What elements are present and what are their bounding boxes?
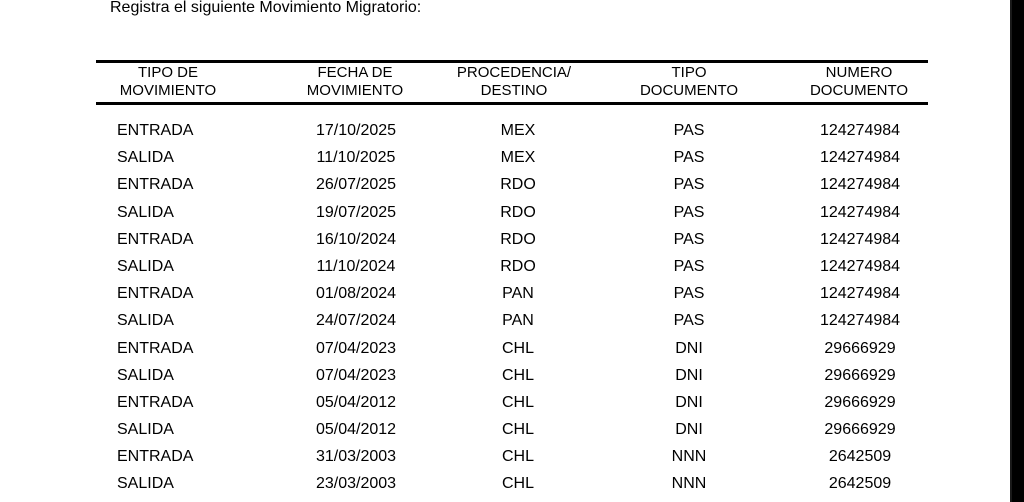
tipo-documento-cell: PAS (673, 285, 705, 303)
tipo-documento-cell: PAS (673, 312, 705, 330)
tipo-documento-cell: PAS (673, 203, 705, 221)
procedencia-destino-cell: PAN (502, 312, 534, 330)
tipo-movimiento-cell: ENTRADA (117, 285, 194, 303)
fecha-cell: 01/08/2024 (315, 285, 397, 303)
tipo-documento-cell: PAS (673, 176, 705, 194)
numero-documento-cell: 124274984 (819, 257, 901, 275)
numero-documento-cell: 124274984 (819, 176, 901, 194)
procedencia-destino-cell: MEX (500, 149, 536, 167)
numero-documento-cell: 2642509 (828, 475, 892, 493)
intro-text: Registra el siguiente Movimiento Migratorio: (110, 0, 422, 16)
procedencia-destino-cell: CHL (501, 448, 535, 466)
fecha-cell: 05/04/2012 (315, 421, 397, 439)
header-line: MOVIMIENTO (306, 82, 404, 99)
numero-documento-cell: 124274984 (819, 285, 901, 303)
table-row (0, 362, 1012, 389)
procedencia-destino-cell: RDO (500, 176, 536, 194)
tipo-documento-cell: DNI (675, 393, 703, 411)
fecha-cell: 16/10/2024 (315, 230, 397, 248)
tipo-movimiento-cell: SALIDA (117, 475, 174, 493)
header-line: TIPO DE (137, 64, 198, 81)
table-row (0, 280, 1012, 307)
tipo-movimiento-cell: SALIDA (117, 257, 174, 275)
tipo-movimiento-cell: ENTRADA (117, 176, 194, 194)
numero-documento-cell: 124274984 (819, 230, 901, 248)
numero-documento-cell: 29666929 (824, 366, 896, 384)
procedencia-destino-cell: CHL (501, 421, 535, 439)
fecha-cell: 07/04/2023 (315, 366, 397, 384)
tipo-movimiento-cell: SALIDA (117, 203, 174, 221)
procedencia-destino-cell: RDO (500, 203, 536, 221)
procedencia-destino-cell: CHL (501, 475, 535, 493)
header-line: PROCEDENCIA/ (456, 64, 572, 81)
numero-documento-cell: 2642509 (828, 448, 892, 466)
procedencia-destino-cell: CHL (501, 366, 535, 384)
numero-documento-cell: 124274984 (819, 203, 901, 221)
header-tipo-movimiento (120, 64, 216, 100)
tipo-documento-cell: NNN (671, 475, 707, 493)
procedencia-destino-cell: MEX (500, 122, 536, 139)
procedencia-destino-cell: CHL (501, 393, 535, 411)
table-row (0, 253, 1012, 280)
header-fecha-movimiento (307, 64, 403, 100)
table-row (0, 470, 1012, 497)
header-line: NUMERO (825, 64, 893, 81)
numero-documento-cell: 124274984 (819, 312, 901, 330)
fecha-cell: 23/03/2003 (315, 475, 397, 493)
table-row (0, 226, 1012, 253)
tipo-movimiento-cell: SALIDA (117, 421, 174, 439)
fecha-cell: 31/03/2003 (315, 448, 397, 466)
header-line: DESTINO (480, 82, 548, 99)
tipo-movimiento-cell: ENTRADA (117, 448, 194, 466)
tipo-documento-cell: DNI (675, 421, 703, 439)
fecha-cell: 24/07/2024 (315, 312, 397, 330)
table-row (0, 416, 1012, 443)
header-line: DOCUMENTO (809, 82, 909, 99)
table-row (0, 117, 1012, 144)
table-row (0, 389, 1012, 416)
numero-documento-cell: 29666929 (824, 421, 896, 439)
procedencia-destino-cell: CHL (501, 339, 535, 357)
tipo-movimiento-cell: SALIDA (117, 366, 174, 384)
header-line: FECHA DE (317, 64, 393, 81)
table-row (0, 443, 1012, 470)
table-body (0, 117, 1012, 498)
header-numero-documento (810, 64, 908, 100)
tipo-movimiento-cell: ENTRADA (117, 393, 194, 411)
tipo-movimiento-cell: SALIDA (117, 149, 174, 167)
tipo-documento-cell: DNI (675, 339, 703, 357)
table-row (0, 335, 1012, 362)
tipo-movimiento-cell: ENTRADA (117, 122, 194, 139)
fecha-cell: 26/07/2025 (315, 176, 397, 194)
tipo-movimiento-cell: ENTRADA (117, 230, 194, 248)
header-procedencia-destino (457, 64, 571, 100)
tipo-documento-cell: PAS (673, 149, 705, 167)
procedencia-destino-cell: RDO (500, 257, 536, 275)
numero-documento-cell: 124274984 (819, 149, 901, 167)
fecha-cell: 05/04/2012 (315, 393, 397, 411)
table-row (0, 307, 1012, 334)
table-row (0, 171, 1012, 198)
numero-documento-cell: 29666929 (824, 393, 896, 411)
table-header-rule (96, 102, 928, 105)
table-row (0, 199, 1012, 226)
fecha-cell: 19/07/2025 (315, 203, 397, 221)
numero-documento-cell: 29666929 (824, 339, 896, 357)
tipo-documento-cell: PAS (673, 230, 705, 248)
tipo-movimiento-cell: ENTRADA (117, 339, 194, 357)
tipo-documento-cell: PAS (673, 122, 705, 139)
table-top-rule (96, 60, 928, 63)
fecha-cell: 17/10/2025 (315, 122, 397, 139)
header-tipo-documento (640, 64, 738, 100)
fecha-cell: 07/04/2023 (315, 339, 397, 357)
fecha-cell: 11/10/2024 (316, 257, 396, 275)
fecha-cell: 11/10/2025 (316, 149, 396, 167)
tipo-documento-cell: NNN (671, 448, 707, 466)
tipo-movimiento-cell: SALIDA (117, 312, 174, 330)
header-line: MOVIMIENTO (119, 82, 217, 99)
table-row (0, 144, 1012, 171)
numero-documento-cell: 124274984 (819, 122, 901, 139)
tipo-documento-cell: PAS (673, 257, 705, 275)
header-line: TIPO (671, 64, 707, 81)
tipo-documento-cell: DNI (675, 366, 703, 384)
procedencia-destino-cell: PAN (502, 285, 534, 303)
header-line: DOCUMENTO (639, 82, 739, 99)
procedencia-destino-cell: RDO (500, 230, 536, 248)
